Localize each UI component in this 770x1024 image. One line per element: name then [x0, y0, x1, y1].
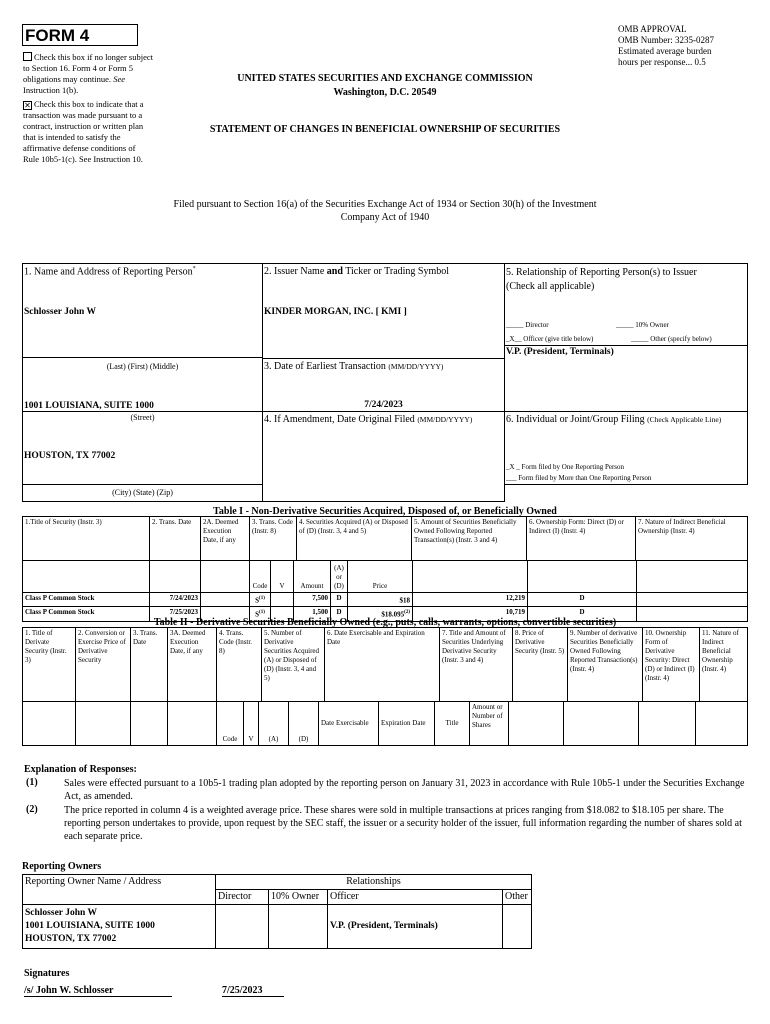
box1-name-address [22, 263, 263, 502]
box1-label-mark: * [192, 266, 196, 272]
row-v [271, 593, 294, 607]
box4-label-text: 4. If Amendment, Date Original Filed [264, 414, 415, 425]
owner-address-2: HOUSTON, TX 77002 [25, 934, 117, 944]
owner-director [216, 905, 269, 949]
row-form: D [528, 607, 637, 621]
row-title: Class P Common Stock [23, 607, 150, 621]
row-ad: D [331, 593, 348, 607]
filed-by-one: _X _ Form filed by One Reporting Person [506, 463, 625, 471]
signature-name: /s/ John W. Schlosser [24, 985, 172, 997]
signature-date: 7/25/2023 [222, 985, 284, 997]
earliest-transaction-date: 7/24/2023 [364, 400, 403, 410]
t2-sub-empty [564, 702, 639, 746]
row-title: Class P Common Stock [23, 593, 150, 607]
reporting-person-city: HOUSTON, TX 77002 [24, 451, 116, 461]
row-nature [637, 593, 748, 607]
t2-sub-date-ex: Date Exercisable [319, 702, 379, 746]
t1-header: 4. Securities Acquired (A) or Disposed of (D) (Instr. 3, 4 and 5) [297, 517, 412, 561]
owner-name: Schlosser John W [25, 908, 97, 918]
owners-col-other: Other [503, 890, 532, 905]
reporting-owners-table [22, 874, 532, 949]
row-amount: 1,500 [294, 607, 331, 621]
row-ad: D [331, 607, 348, 621]
table2-title: Table II - Derivative Securities Beneficially Owned (e.g., puts, calls, warrants, options, convertible securities) [153, 617, 617, 628]
t2-sub-empty [23, 702, 76, 746]
reporting-person-street: 1001 LOUISIANA, SUITE 1000 [24, 401, 154, 411]
relationship-director: _____ Director [506, 321, 549, 329]
t2-header: 8. Price of Derivative Security (Instr. 5) [513, 628, 568, 702]
t1-header: 2. Trans. Date [150, 517, 201, 561]
table1-title: Table I - Non-Derivative Securities Acquired, Disposed of, or Beneficially Owned [213, 506, 557, 517]
t2-sub-empty [76, 702, 131, 746]
t1-header: 6. Ownership Form: Direct (D) or Indirect (I) (Instr. 4) [527, 517, 636, 561]
relationship-other: _____ Other (specify below) [631, 335, 712, 343]
row-amount: 7,500 [294, 593, 331, 607]
t1-header: 2A. Deemed Execution Date, if any [201, 517, 250, 561]
issuer-name: KINDER MORGAN, INC. [ KMI ] [264, 307, 407, 317]
row-price [348, 593, 413, 607]
city-caption: (City) (State) (Zip) [112, 488, 173, 497]
name-caption: (Last) (First) (Middle) [106, 362, 179, 371]
box2-label [264, 266, 449, 277]
t2-header: 6. Date Exercisable and Expiration Date [325, 628, 440, 702]
t2-header: 11. Nature of Indirect Beneficial Ownership (Instr. 4) [700, 628, 748, 702]
t2-sub-empty [639, 702, 696, 746]
row-owned: 12,219 [413, 593, 528, 607]
t2-header: 3A. Deemed Execution Date, if any [168, 628, 217, 702]
footnote-text: Sales were effected pursuant to a 10b5-1 trading plan adopted by the reporting person on January 31, 2023 in accordance with Rule 10b5-1 under the Securities Exchange Act, as amended. [64, 778, 745, 802]
box4-label-small: (MM/DD/YYYY) [417, 415, 473, 424]
omb-approval-heading: OMB APPROVAL [618, 24, 687, 34]
owner-ten [269, 905, 328, 949]
t2-sub-title: Title [435, 702, 470, 746]
footnote-ref[interactable]: (1) [259, 596, 265, 601]
owners-col-name: Reporting Owner Name / Address [23, 875, 216, 905]
owner-other [503, 905, 532, 949]
relationship-officer: _X__ Officer (give title below) [506, 335, 594, 343]
row-code [250, 593, 271, 607]
table1-subheader [22, 560, 748, 622]
footnote-text: The price reported in column 4 is a weighted average price. These shares were sold in multiple transactions at prices ranging from $18.082 to $18.105 per share. The reporting person undertakes to provide, upon request by the SEC staff, the issuer or a security holder of the issuer, full information regarding the number of shares sold at each separate price. [64, 805, 742, 842]
omb-burden: Estimated average burden [618, 46, 712, 56]
table-row [23, 905, 532, 949]
signatures-heading: Signatures [24, 968, 70, 979]
checkbox-10b5-text: Check this box to indicate that a transaction was made pursuant to a contract, instruction or written plan that is intended to satisfy the affirmative defense conditions of Rule 10b5-1(c). See Instruction 10. [23, 99, 144, 164]
form-title: FORM 4 [22, 24, 138, 46]
checkbox-icon[interactable] [23, 52, 32, 61]
table2-subheader [22, 701, 748, 746]
box6-label [506, 414, 746, 426]
checkbox-section16-instr: Instruction 1(b). [23, 85, 79, 95]
t1-header: 7. Nature of Indirect Beneficial Ownership (Instr. 4) [636, 517, 748, 561]
divider [504, 345, 748, 346]
filed-pursuant: Filed pursuant to Section 16(a) of the Securities Exchange Act of 1934 or Section 30(h) of the Investment Company Act of 1940 [173, 199, 597, 223]
t2-header: 10. Ownership Form of Derivative Security: Direct (D) or Indirect (I) (Instr. 4) [643, 628, 700, 702]
box3-label-small: (MM/DD/YYYY) [388, 362, 444, 371]
checkbox-section16-see: See [113, 74, 125, 84]
t1-sub-empty [528, 561, 637, 593]
t2-sub-exp: Expiration Date [379, 702, 435, 746]
box3-label [264, 361, 443, 372]
agency-city: Washington, D.C. 20549 [333, 87, 437, 98]
box6-label-small: (Check Applicable Line) [647, 415, 722, 424]
checkbox-10b5[interactable] [23, 99, 153, 165]
box1-label [24, 266, 196, 277]
divider [22, 411, 263, 412]
t1-sub-amount: Amount [294, 561, 331, 593]
box5-label-text: 5. Relationship of Reporting Person(s) to Issuer [506, 267, 697, 278]
box6-label-text: 6. Individual or Joint/Group Filing [506, 414, 645, 425]
box5-label [506, 266, 746, 294]
t2-header: 5. Number of Derivative Securities Acquired (A) or Disposed of (D) (Instr. 3, 4 and 5) [262, 628, 325, 702]
row-code-value: S [255, 610, 260, 619]
table-row [23, 593, 748, 607]
owners-col-director: Director [216, 890, 269, 905]
reporting-owners-heading: Reporting Owners [22, 861, 102, 872]
checked-checkbox-icon[interactable]: ✕ [24, 101, 31, 110]
table1 [22, 516, 748, 561]
t2-header: 7. Title and Amount of Securities Underlying Derivative Security (Instr. 3 and 4) [440, 628, 513, 702]
row-owned: 10,719 [413, 607, 528, 621]
omb-hours: hours per response... 0.5 [618, 57, 706, 67]
t1-sub-empty [637, 561, 748, 593]
t1-sub-empty [23, 561, 150, 593]
t1-header: 1.Title of Security (Instr. 3) [23, 517, 150, 561]
row-price-value: $18.095 [381, 610, 405, 619]
owner-officer: V.P. (President, Terminals) [328, 905, 503, 949]
owner-address-1: 1001 LOUISIANA, SUITE 1000 [25, 921, 155, 931]
owners-col-relationships: Relationships [216, 875, 532, 890]
t1-sub-ad: (A) or (D) [331, 561, 348, 593]
reporting-person-name: Schlosser John W [24, 307, 96, 317]
box2-label-b: Ticker or Trading Symbol [345, 266, 450, 277]
footnote-number: (1) [26, 777, 38, 788]
filed-by-more: ___ Form filed by More than One Reporting Person [506, 474, 652, 482]
relationship-ten-percent: _____ 10% Owner [616, 321, 669, 329]
t2-header: 2. Conversion or Exercise Price of Derivative Security [76, 628, 131, 702]
t2-sub-amount: Amount or Number of Shares [470, 702, 509, 746]
footnote-number: (2) [26, 804, 38, 815]
box2-label-a: 2. Issuer Name [264, 266, 325, 277]
t2-sub-empty [168, 702, 217, 746]
t2-sub-a: (A) [259, 702, 289, 746]
box2-label-and: and [326, 266, 343, 277]
owner-name-address [23, 905, 216, 949]
officer-title: V.P. (President, Terminals) [506, 347, 614, 357]
box4-label [264, 414, 472, 425]
row-date: 7/25/2023 [150, 607, 201, 621]
footnote-ref[interactable]: (2) [404, 610, 410, 616]
t2-header: 3. Trans. Date [131, 628, 168, 702]
omb-approval [618, 24, 758, 68]
street-caption: (Street) [130, 413, 155, 422]
t1-sub-code: Code [250, 561, 271, 593]
t2-header: 1. Title of Derivate Security (Instr. 3) [23, 628, 76, 702]
owners-col-ten: 10% Owner [269, 890, 328, 905]
box3-label-text: 3. Date of Earliest Transaction [264, 361, 386, 372]
row-deemed [201, 593, 250, 607]
row-date: 7/24/2023 [150, 593, 201, 607]
t1-header: 3. Trans. Code (Instr. 8) [250, 517, 297, 561]
row-price-value: $18 [399, 596, 410, 605]
agency-name: UNITED STATES SECURITIES AND EXCHANGE COMMISSION [237, 73, 533, 84]
t2-sub-code: Code [217, 702, 244, 746]
divider [22, 484, 263, 485]
t2-sub-d: (D) [289, 702, 319, 746]
box1-label-text: 1. Name and Address of Reporting Person [24, 266, 193, 278]
owners-col-officer: Officer [328, 890, 503, 905]
t2-header: 9. Number of derivative Securities Beneficially Owned Following Reported Transaction(s) (Instr. 4) [568, 628, 643, 702]
t2-sub-empty [696, 702, 748, 746]
footnote-ref[interactable]: (1) [259, 610, 265, 616]
row-code-value: S [255, 596, 260, 605]
statement-title: STATEMENT OF CHANGES IN BENEFICIAL OWNERSHIP OF SECURITIES [209, 124, 561, 135]
row-form: D [528, 593, 637, 607]
t1-sub-empty [201, 561, 250, 593]
table2 [22, 627, 748, 702]
t2-sub-v: V [244, 702, 259, 746]
t1-sub-empty [150, 561, 201, 593]
explanation-heading: Explanation of Responses: [24, 764, 137, 775]
box5-sub: (Check all applicable) [506, 281, 595, 292]
checkbox-section16[interactable] [23, 52, 153, 96]
t1-header: 5. Amount of Securities Beneficially Owned Following Reported Transaction(s) (Instr. 3 and 4) [412, 517, 527, 561]
t2-sub-empty [509, 702, 564, 746]
omb-number: OMB Number: 3235-0287 [618, 35, 714, 45]
t1-sub-v: V [271, 561, 294, 593]
checkbox-section16-text: Check this box if no longer subject to Section 16. Form 4 or Form 5 obligations may continue. [23, 52, 153, 84]
t2-header: 4. Trans. Code (Instr. 8) [217, 628, 262, 702]
divider [22, 357, 263, 358]
t2-sub-empty [131, 702, 168, 746]
t1-sub-empty [413, 561, 528, 593]
t1-sub-price: Price [348, 561, 413, 593]
